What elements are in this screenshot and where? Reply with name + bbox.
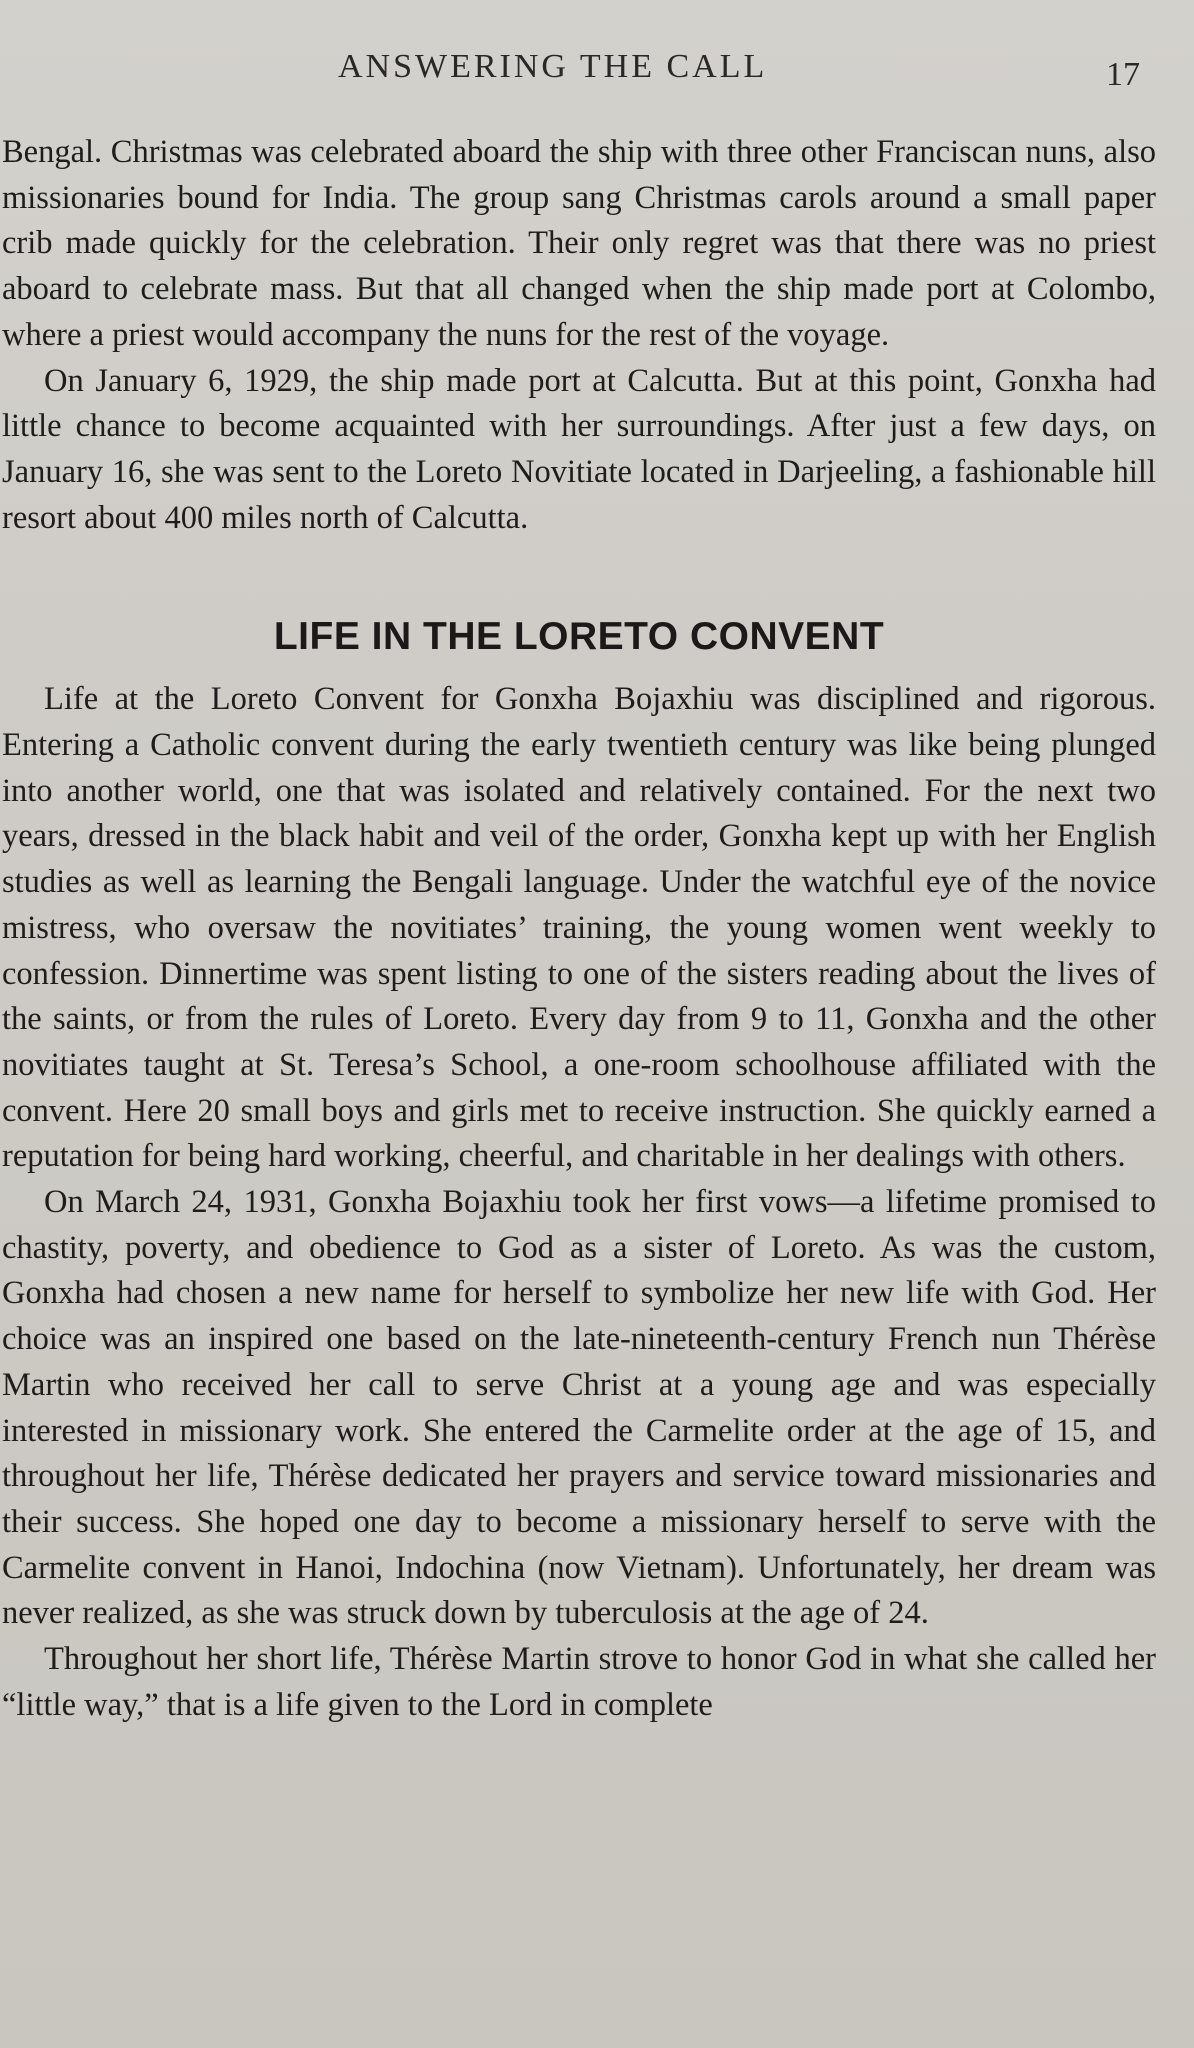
paragraph-calcutta-arrival: On January 6, 1929, the ship made port at Calcutta. But at this point, Gonxha had little chance to become acquainted with her surroundings. After just a few days, on January 16, she was sent to the Loreto Novitiate located in Darjeeling, a fashionable hill resort about 400 miles north of Calcutta.	[2, 362, 1156, 536]
paragraph-little-way: Throughout her short life, Thérèse Martin strove to honor God in what she called her “little way,” that is a life given to the Lord in complete	[2, 1641, 1156, 1723]
running-title: ANSWERING THE CALL	[338, 48, 768, 85]
body-text	[2, 130, 1156, 1729]
paragraph-first-vows: On March 24, 1931, Gonxha Bojaxhiu took her first vows—a lifetime promised to chastity, poverty, and obedience to God as a sister of Loreto. As was the custom, Gonxha had chosen a new name for herself to symbolize her new life with God. Her choice was an inspired one based on the late-nineteenth-century French nun Thérèse Martin who received her call to serve Christ at a young age and was especially interested in missionary work. She entered the Carmelite order at the age of 15, and throughout her life, Thérèse dedicated her prayers and service toward missionaries and their success. She hoped one day to become a missionary herself to serve with the Carmelite convent in Hanoi, Indochina (now Vietnam). Unfortunately, her dream was never realized, as she was struck down by tuberculosis at the age of 24.	[2, 1184, 1156, 1632]
paragraph-voyage: Bengal. Christmas was celebrated aboard the ship with three other Franciscan nuns, also missionaries bound for India. The group sang Christmas carols around a small paper crib made quickly for the celebration. Their only regret was that there was no priest aboard to celebrate mass. But that all changed when the ship made port at Colombo, where a priest would accompany the nuns for the rest of the voyage.	[2, 134, 1156, 353]
page-number: 17	[1106, 56, 1140, 93]
paragraph-convent-life: Life at the Loreto Convent for Gonxha Bojaxhiu was disciplined and rigorous. Entering a Catholic convent during the early twentieth century was like being plunged into another world, one that was isolated and relatively contained. For the next two years, dressed in the black habit and veil of the order, Gonxha kept up with her English studies as well as learning the Bengali language. Under the watchful eye of the novice mistress, who oversaw the novitiates’ training, the young women went weekly to confession. Dinnertime was spent listing to one of the sisters reading about the lives of the saints, or from the rules of Loreto. Every day from 9 to 11, Gonxha and the other novitiates taught at St. Teresa’s School, a one-room schoolhouse affiliated with the convent. Here 20 small boys and girls met to receive instruction. She quickly earned a reputation for being hard working, cheerful, and charitable in her dealings with others.	[2, 681, 1156, 1175]
running-head	[0, 48, 1194, 98]
section-heading: LIFE IN THE LORETO CONVENT	[273, 615, 885, 659]
